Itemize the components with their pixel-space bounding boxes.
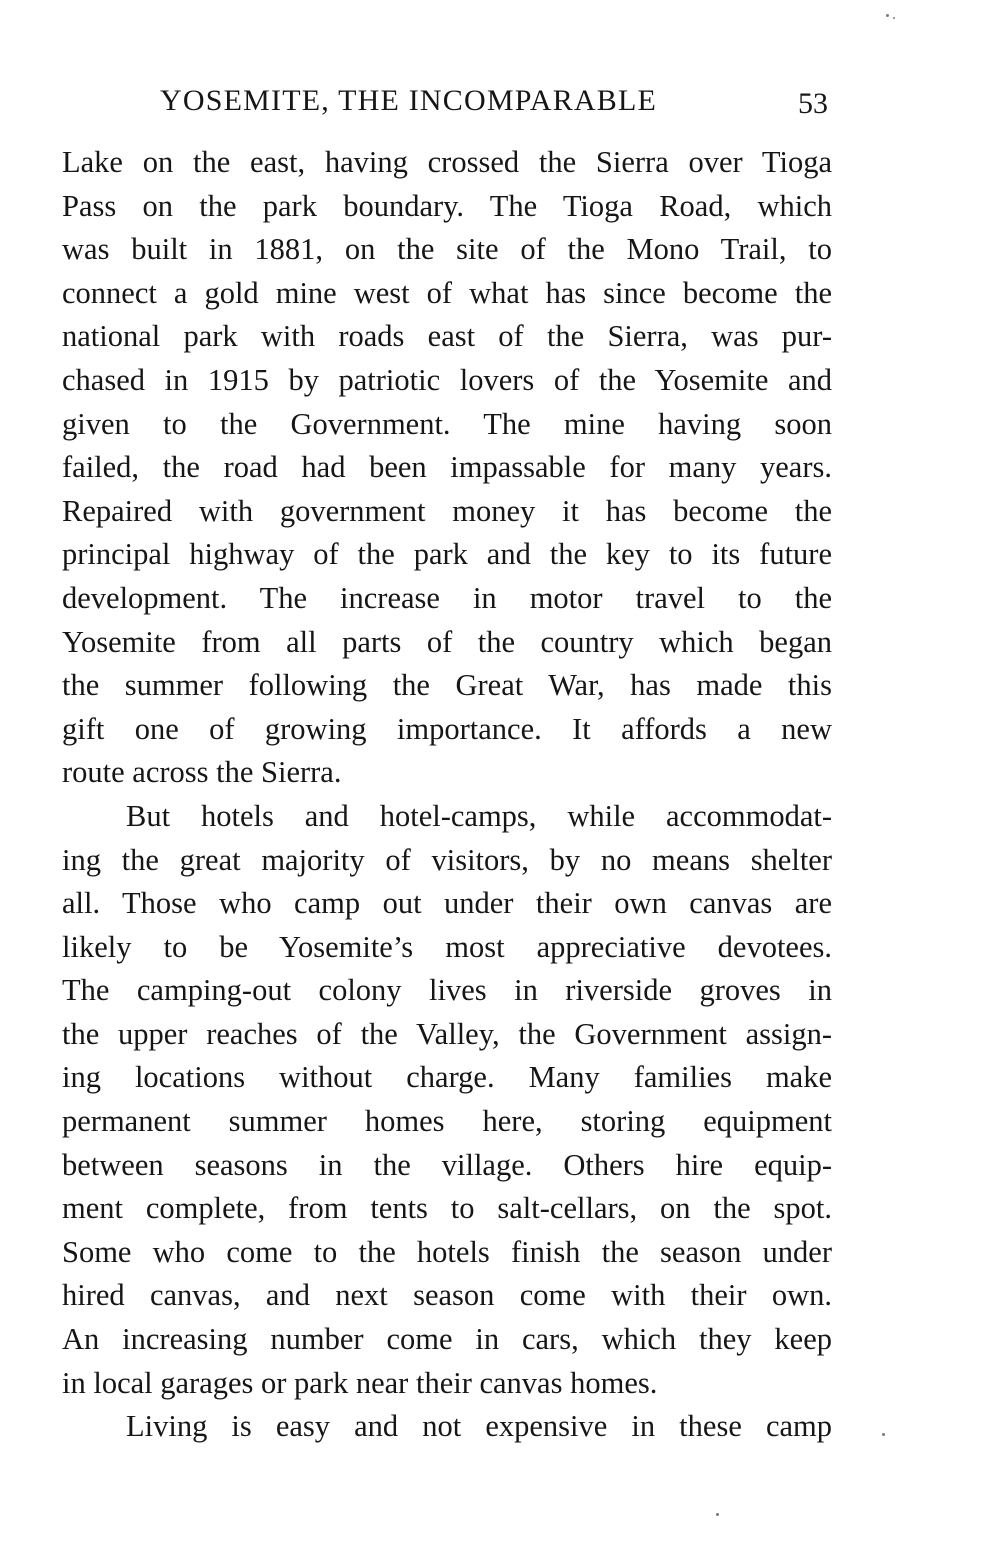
text-line: chased in 1915 by patriotic lovers of the Yosemite and [62,362,832,397]
text-line: hired canvas, and next season come with their own. [62,1278,832,1313]
text-line: development. The increase in motor travel to the [62,580,832,615]
text-line: principal highway of the park and the key to its future [62,537,832,572]
text-line: Repaired with government money it has become the [62,493,832,528]
text-line: all. Those who camp out under their own canvas are [62,886,832,921]
text-line: ing locations without charge. Many families make [62,1060,832,1095]
body-text [62,141,832,1449]
paragraph-end-line: in local garages or park near their canvas homes. [62,1365,658,1400]
text-line: ment complete, from tents to salt-cellars, on the spot. [62,1191,832,1226]
paragraph-start-line: But hotels and hotel-camps, while accommodat- [126,798,832,833]
text-line: failed, the road had been impassable for many years. [62,450,832,485]
running-head [62,84,832,124]
text-line: The camping-out colony lives in riverside groves in [62,973,832,1008]
text-line: Some who come to the hotels finish the season under [62,1234,832,1269]
text-line: ing the great majority of visitors, by no means shelter [62,842,832,877]
scan-speck [716,1513,719,1516]
scan-speck [886,14,889,17]
text-line: between seasons in the village. Others hire equip- [62,1147,832,1182]
scan-speck [893,17,895,19]
text-line: An increasing number come in cars, which they keep [62,1322,832,1357]
scan-speck [882,1433,885,1436]
running-title: YOSEMITE, THE INCOMPARABLE [160,84,658,117]
text-line: Pass on the park boundary. The Tioga Road, which [62,188,832,223]
paragraph-start-line: Living is easy and not expensive in these camp [126,1409,832,1444]
text-line: gift one of growing importance. It affords a new [62,711,832,746]
text-line: permanent summer homes here, storing equipment [62,1104,832,1139]
page-number: 53 [798,87,828,120]
text-line: likely to be Yosemite’s most appreciative devotees. [62,929,832,964]
text-line: given to the Government. The mine having soon [62,406,832,441]
text-line: national park with roads east of the Sierra, was pur- [62,319,832,354]
text-line: Lake on the east, having crossed the Sierra over Tioga [62,145,832,179]
text-line: Yosemite from all parts of the country which began [62,624,832,659]
text-line: connect a gold mine west of what has since become the [62,275,832,310]
text-line: the upper reaches of the Valley, the Government assign- [62,1016,832,1051]
text-line: the summer following the Great War, has made this [62,668,832,703]
text-line: was built in 1881, on the site of the Mono Trail, to [62,232,832,267]
paragraph-end-line: route across the Sierra. [62,755,342,790]
